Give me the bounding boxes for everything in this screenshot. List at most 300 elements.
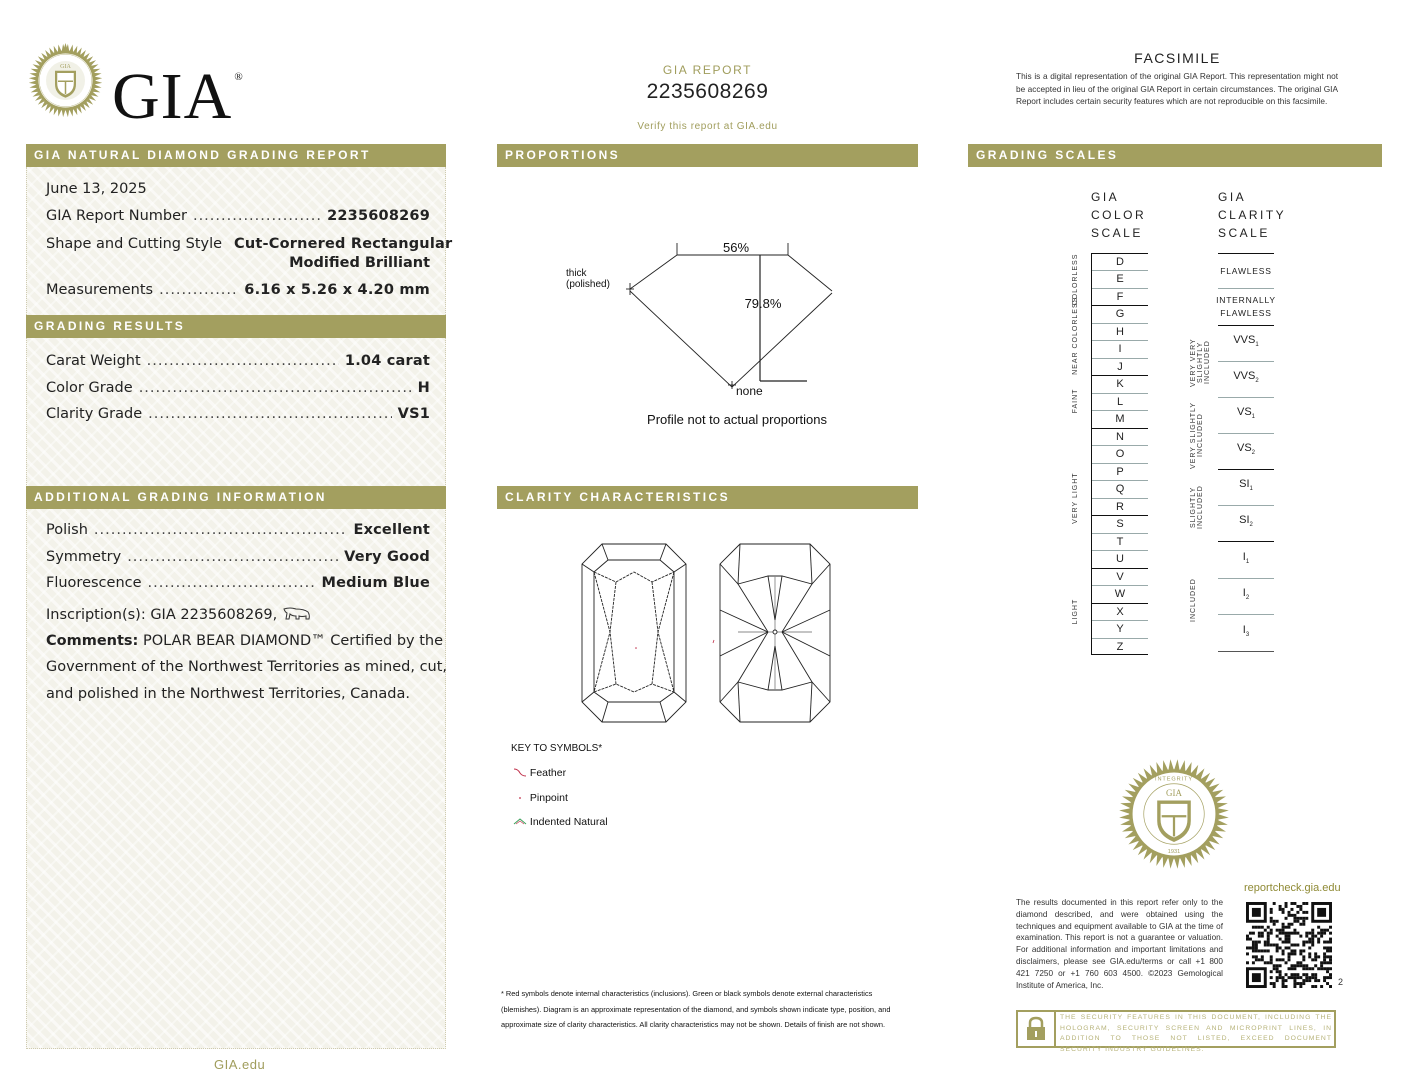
qr-module xyxy=(1273,964,1276,967)
color-scale-bottom xyxy=(1092,654,1148,655)
qr-module xyxy=(1302,949,1305,952)
qr-module xyxy=(1296,976,1299,979)
clarity-grade-main: I xyxy=(1242,623,1246,636)
qr-module xyxy=(1302,911,1305,914)
seal-top-text: INTEGRITY xyxy=(1155,776,1193,783)
qr-module xyxy=(1311,929,1314,932)
color-grade-g: G xyxy=(1092,305,1148,322)
fluorescence-value: Medium Blue xyxy=(321,575,430,591)
qr-module xyxy=(1299,976,1302,979)
qr-module xyxy=(1329,955,1332,958)
shape-value-line2: Modified Brilliant xyxy=(289,255,430,271)
clarity-grade-main: VS xyxy=(1236,442,1252,455)
polar-bear-icon xyxy=(282,606,312,622)
qr-module xyxy=(1323,946,1326,949)
section-header-proportions: PROPORTIONS xyxy=(497,144,918,167)
qr-module xyxy=(1320,967,1323,970)
qr-module xyxy=(1264,941,1267,944)
clarity-grade-sub: 2 xyxy=(1245,595,1250,602)
comments-label: Comments: xyxy=(46,633,139,649)
security-box xyxy=(1016,1010,1336,1053)
qr-module xyxy=(1308,946,1311,949)
qr-module xyxy=(1252,944,1255,947)
qr-module xyxy=(1320,935,1323,938)
clarity-grade-sub: 1 xyxy=(1251,414,1256,421)
qr-module xyxy=(1252,932,1255,935)
field-polish: Polish ..... Excellent xyxy=(46,522,430,538)
qr-module xyxy=(1302,944,1305,947)
qr-module xyxy=(1273,967,1276,970)
qr-module xyxy=(1252,908,1261,917)
qr-module xyxy=(1296,964,1299,967)
qr-module xyxy=(1282,976,1285,979)
field-symmetry: Symmetry ..... Very Good xyxy=(46,549,430,565)
qr-module xyxy=(1246,952,1249,955)
clarity-plot-diagram xyxy=(570,540,850,730)
qr-module xyxy=(1329,985,1332,988)
qr-module xyxy=(1285,902,1288,905)
qr-module xyxy=(1323,961,1326,964)
clarity-grade-main: SI xyxy=(1239,478,1250,491)
clarity-grade-main: I xyxy=(1242,587,1246,600)
qr-module xyxy=(1317,932,1320,935)
qr-module xyxy=(1296,905,1299,908)
qr-module xyxy=(1308,938,1311,941)
report-date: June 13, 2025 xyxy=(46,181,147,197)
qr-module xyxy=(1302,964,1305,967)
field-shape: Shape and Cutting Style Cut-Cornered Rectangular xyxy=(46,236,453,252)
color-grade-j: J xyxy=(1092,358,1148,375)
clarity-grade-0 xyxy=(1218,253,1274,288)
qr-module xyxy=(1270,908,1273,911)
qr-module xyxy=(1323,976,1326,979)
pavilion-view xyxy=(720,544,830,722)
qr-module xyxy=(1293,920,1296,923)
color-grade-h: H xyxy=(1092,323,1148,340)
qr-module xyxy=(1270,961,1273,964)
qr-module xyxy=(1299,985,1302,988)
qr-module xyxy=(1311,938,1314,941)
qr-module xyxy=(1323,958,1326,961)
qr-module xyxy=(1261,958,1264,961)
qr-module xyxy=(1282,979,1285,982)
qr-module xyxy=(1317,926,1320,929)
qr-module xyxy=(1326,961,1329,964)
color-group-label: COLORLESS xyxy=(1072,253,1079,306)
clarity-grade-6 xyxy=(1218,469,1274,505)
qr-module xyxy=(1326,955,1329,958)
qr-module xyxy=(1329,932,1332,935)
qr-module xyxy=(1311,985,1314,988)
qr-module xyxy=(1299,923,1302,926)
qr-module xyxy=(1261,932,1264,935)
qr-module xyxy=(1285,973,1288,976)
qr-module xyxy=(1296,911,1299,914)
qr-module xyxy=(1255,949,1258,952)
qr-module xyxy=(1270,920,1273,923)
qr-module xyxy=(1261,926,1264,929)
girdle-note: (polished) xyxy=(566,279,610,290)
qr-module xyxy=(1255,926,1258,929)
qr-module xyxy=(1273,985,1276,988)
clarity-grade-label xyxy=(1233,370,1258,388)
qr-module xyxy=(1276,958,1279,961)
qr-module xyxy=(1314,976,1317,979)
color-grade-i: I xyxy=(1092,340,1148,357)
qr-module xyxy=(1285,905,1288,908)
seal-large-icon xyxy=(1118,758,1230,870)
qr-module xyxy=(1273,944,1276,947)
clarity-grade-2 xyxy=(1218,325,1274,361)
qr-module xyxy=(1296,982,1299,985)
qr-module xyxy=(1288,946,1291,949)
color-grade-k: K xyxy=(1092,375,1148,392)
qr-module xyxy=(1302,955,1305,958)
clarity-scale-bottom xyxy=(1218,651,1274,652)
qr-module xyxy=(1276,929,1279,932)
qr-module xyxy=(1285,938,1288,941)
gia-seal-large xyxy=(1118,758,1230,870)
symbol-pinpoint: Pinpoint xyxy=(513,792,568,804)
qr-module xyxy=(1270,911,1273,914)
qr-module xyxy=(1246,946,1249,949)
qr-module xyxy=(1285,926,1288,929)
qr-module xyxy=(1302,982,1305,985)
color-group-label: VERY LIGHT xyxy=(1072,472,1079,524)
qr-module xyxy=(1273,920,1276,923)
qr-module xyxy=(1288,967,1291,970)
clarity-grade-label xyxy=(1239,478,1253,496)
qr-module xyxy=(1267,932,1270,935)
qr-module xyxy=(1293,985,1296,988)
qr-module xyxy=(1258,932,1261,935)
qr-module xyxy=(1311,976,1314,979)
color-grade-t: T xyxy=(1092,533,1148,550)
clarity-grade-5 xyxy=(1218,433,1274,469)
qr-module xyxy=(1270,970,1273,973)
qr-module xyxy=(1293,982,1296,985)
qr-module xyxy=(1314,964,1317,967)
qr-module xyxy=(1255,955,1258,958)
qr-module xyxy=(1267,941,1270,944)
color-grade-e: E xyxy=(1092,270,1148,287)
qr-module xyxy=(1267,961,1270,964)
qr-module xyxy=(1323,952,1326,955)
qr-module xyxy=(1305,941,1308,944)
qr-module xyxy=(1302,917,1305,920)
qr-module xyxy=(1320,929,1323,932)
qr-module xyxy=(1279,970,1282,973)
field-measurements: Measurements ..... 6.16 x 5.26 x 4.20 mm xyxy=(46,282,430,298)
symbol-feather: Feather xyxy=(513,767,566,779)
qr-module xyxy=(1279,905,1282,908)
culet-label: none xyxy=(736,384,763,398)
gia-wordmark xyxy=(112,42,244,132)
qr-module xyxy=(1296,932,1299,935)
clarity-grade-main: VVS xyxy=(1233,334,1256,347)
clarity-grade-main: I xyxy=(1242,550,1246,563)
qr-module xyxy=(1258,935,1261,938)
clarity-group-label: INCLUDED xyxy=(1190,578,1197,622)
qr-module xyxy=(1264,949,1267,952)
qr-module xyxy=(1302,941,1305,944)
clarity-value: VS1 xyxy=(397,406,430,422)
gia-edu-link[interactable]: GIA.edu xyxy=(214,1057,266,1072)
qr-module xyxy=(1276,970,1279,973)
qr-module xyxy=(1255,946,1258,949)
reportcheck-link[interactable]: reportcheck.gia.edu xyxy=(1244,882,1341,894)
qr-module xyxy=(1314,955,1317,958)
qr-module xyxy=(1282,932,1285,935)
clarity-grade-main: SI xyxy=(1239,514,1250,527)
qr-module xyxy=(1246,935,1249,938)
qr-module xyxy=(1305,911,1308,914)
qr-module xyxy=(1288,976,1291,979)
clarity-grade-label xyxy=(1220,265,1271,278)
color-grade-n: N xyxy=(1092,428,1148,445)
pinpoint-icon xyxy=(513,792,527,802)
qr-module xyxy=(1267,944,1270,947)
qr-module xyxy=(1314,952,1317,955)
qr-module xyxy=(1276,979,1279,982)
clarity-scale-title: GIA CLARITY SCALE xyxy=(1218,190,1287,240)
color-grade-w: W xyxy=(1092,585,1148,602)
qr-module xyxy=(1288,911,1291,914)
gia-seal-logo xyxy=(28,43,103,118)
qr-module xyxy=(1279,973,1282,976)
qr-module xyxy=(1279,964,1282,967)
qr-module xyxy=(1267,949,1270,952)
color-grade-m: M xyxy=(1092,410,1148,427)
qr-module xyxy=(1276,946,1279,949)
facsimile-text: This is a digital representation of the original GIA Report. This representation might not be accepted in lieu of the original GIA Report in certain circumstances. The original GIA Report includes certain security features which are not reproducible on this facsimile. xyxy=(1016,71,1338,106)
security-text: THE SECURITY FEATURES IN THIS DOCUMENT, INCLUDING THE HOLOGRAM, SECURITY SCREEN AND MICROPRINT LINES, IN ADDITION TO THOSE NOT LISTED, EXCEED DOCUMENT SECURITY INDUSTRY GUIDELINES. xyxy=(1060,1014,1332,1053)
polish-value: Excellent xyxy=(353,522,430,538)
qr-module xyxy=(1279,908,1282,911)
qr-module xyxy=(1252,955,1255,958)
qr-module xyxy=(1302,973,1305,976)
qr-module xyxy=(1308,976,1311,979)
clarity-grade-sub: 2 xyxy=(1251,450,1256,457)
qr-module xyxy=(1314,958,1317,961)
qr-module xyxy=(1299,961,1302,964)
clarity-grade-sub: 3 xyxy=(1245,632,1250,639)
qr-module xyxy=(1288,926,1291,929)
clarity-grade-label xyxy=(1237,442,1255,460)
qr-module xyxy=(1288,923,1291,926)
clarity-grade-line2: FLAWLESS xyxy=(1220,308,1272,318)
qr-module xyxy=(1246,938,1249,941)
disclaimer-text: The results documented in this report refer only to the diamond described, and were obtained using the techniques and equipment available to GIA at the time of examination. This report is not a guarantee or valuation. For additional information and important limitations and disclaimers, please see GIA.edu/terms or call +1 800 421 7250 or +1 760 603 4500. ©2023 Gemological Institute of America, Inc. xyxy=(1016,898,1223,990)
qr-module xyxy=(1261,949,1264,952)
clarity-grade-label xyxy=(1233,334,1258,352)
qr-module xyxy=(1288,932,1291,935)
qr-code[interactable] xyxy=(1246,902,1332,988)
qr-module xyxy=(1305,932,1308,935)
comments-line1: Comments: POLAR BEAR DIAMOND™ Certified by the xyxy=(46,633,444,649)
qr-module xyxy=(1296,961,1299,964)
svg-text:GIA: GIA xyxy=(60,63,71,70)
qr-module xyxy=(1311,944,1314,947)
comments-line2: Government of the Northwest Territories as mined, cut, xyxy=(46,659,448,675)
qr-module xyxy=(1290,923,1293,926)
qr-module xyxy=(1279,938,1282,941)
qr-module xyxy=(1264,944,1267,947)
color-grade-u: U xyxy=(1092,550,1148,567)
field-carat: Carat Weight ..... 1.04 carat xyxy=(46,353,430,369)
qr-module xyxy=(1308,967,1311,970)
qr-module xyxy=(1249,932,1252,935)
feather-mark xyxy=(713,640,714,643)
qr-module xyxy=(1317,908,1326,917)
color-group-label: NEAR COLORLESS xyxy=(1072,297,1079,376)
qr-module xyxy=(1293,944,1296,947)
depth-pct: 79.8% xyxy=(744,296,782,311)
proportions-diagram xyxy=(540,225,880,435)
qr-module xyxy=(1285,979,1288,982)
qr-module xyxy=(1293,929,1296,932)
seal-icon xyxy=(28,43,103,118)
seal-center-text: GIA xyxy=(1166,788,1182,799)
qr-module xyxy=(1249,946,1252,949)
qr-module xyxy=(1317,938,1320,941)
qr-module xyxy=(1285,946,1288,949)
qr-module xyxy=(1282,911,1285,914)
color-group-label: LIGHT xyxy=(1072,598,1079,625)
clarity-grade-label xyxy=(1237,406,1255,424)
qr-module xyxy=(1314,935,1317,938)
clarity-grade-sub: 1 xyxy=(1245,559,1250,566)
report-number-value: 2235608269 xyxy=(327,208,430,224)
qr-module xyxy=(1276,920,1279,923)
qr-module xyxy=(1299,935,1302,938)
qr-module xyxy=(1252,941,1255,944)
qr-module xyxy=(1249,938,1252,941)
field-color: Color Grade ..... H xyxy=(46,380,430,396)
qr-module xyxy=(1293,976,1296,979)
qr-module xyxy=(1317,941,1320,944)
verify-link[interactable]: Verify this report at GIA.edu xyxy=(637,121,778,132)
qr-module xyxy=(1285,941,1288,944)
qr-module xyxy=(1326,949,1329,952)
qr-module xyxy=(1267,935,1270,938)
qr-module xyxy=(1293,952,1296,955)
qr-module xyxy=(1282,982,1285,985)
qr-module xyxy=(1252,949,1255,952)
qr-module xyxy=(1305,979,1308,982)
clarity-group-label: VERY VERY SLIGHTLY INCLUDED xyxy=(1190,338,1211,387)
qr-module xyxy=(1308,955,1311,958)
qr-module xyxy=(1329,958,1332,961)
qr-module xyxy=(1305,967,1308,970)
qr-module xyxy=(1323,932,1326,935)
clarity-footnote: * Red symbols denote internal characteristics (inclusions). Green or black symbols denote external characteristics (blemishes). Diagram is an approximate representation of the diamond, and symbols shown indicate type, position, and approximate size of clarity characteristics. All clarity characteristics may not be shown. Details of finish are not shown. xyxy=(501,989,891,1029)
qr-module xyxy=(1308,952,1311,955)
qr-module xyxy=(1311,941,1314,944)
qr-module xyxy=(1326,929,1329,932)
qr-module xyxy=(1290,967,1293,970)
qr-module xyxy=(1308,941,1311,944)
qr-module xyxy=(1320,961,1323,964)
qr-module xyxy=(1317,955,1320,958)
qr-module xyxy=(1290,952,1293,955)
clarity-grade-main: FLAWLESS xyxy=(1220,265,1272,276)
qr-module xyxy=(1267,926,1270,929)
qr-module xyxy=(1290,949,1293,952)
qr-module xyxy=(1302,967,1305,970)
qr-module xyxy=(1293,914,1296,917)
qr-module xyxy=(1285,932,1288,935)
qr-module xyxy=(1290,908,1293,911)
qr-module xyxy=(1270,932,1273,935)
color-grade-p: P xyxy=(1092,463,1148,480)
qr-module xyxy=(1305,917,1308,920)
qr-module xyxy=(1276,949,1279,952)
field-report-number: GIA Report Number ..... 2235608269 xyxy=(46,208,430,224)
qr-module xyxy=(1311,932,1314,935)
qr-module xyxy=(1296,944,1299,947)
qr-module xyxy=(1252,946,1255,949)
qr-module xyxy=(1258,926,1261,929)
qr-module xyxy=(1299,949,1302,952)
clarity-grade-label xyxy=(1243,624,1249,642)
qr-module xyxy=(1261,935,1264,938)
color-grade-o: O xyxy=(1092,445,1148,462)
registered-mark: ® xyxy=(234,71,244,83)
color-scale xyxy=(1091,253,1148,655)
color-value: H xyxy=(417,380,430,396)
qr-module xyxy=(1267,938,1270,941)
symbol-indented-natural: Indented Natural xyxy=(513,816,608,828)
color-grade-q: Q xyxy=(1092,480,1148,497)
pavilion-left xyxy=(630,291,732,387)
crown-view xyxy=(582,544,686,722)
qr-module xyxy=(1314,985,1317,988)
qr-module xyxy=(1270,944,1273,947)
qr-module xyxy=(1282,923,1285,926)
qr-module xyxy=(1311,973,1314,976)
qr-module xyxy=(1299,905,1302,908)
qr-module xyxy=(1282,949,1285,952)
qr-module xyxy=(1326,976,1329,979)
qr-module xyxy=(1276,944,1279,947)
comments-line3: and polished in the Northwest Territories, Canada. xyxy=(46,686,410,702)
qr-module xyxy=(1302,902,1305,905)
qr-module xyxy=(1288,941,1291,944)
report-number-header: 2235608269 xyxy=(646,80,769,103)
qr-module xyxy=(1258,949,1261,952)
section-header-clarity: CLARITY CHARACTERISTICS xyxy=(497,486,918,509)
clarity-grade-main: INTERNALLY xyxy=(1216,295,1276,305)
qr-module xyxy=(1282,958,1285,961)
qr-module xyxy=(1299,952,1302,955)
qr-module xyxy=(1270,917,1273,920)
qr-module xyxy=(1329,967,1332,970)
color-group-label: FAINT xyxy=(1072,389,1079,414)
qr-module xyxy=(1299,982,1302,985)
qr-module xyxy=(1323,979,1326,982)
clarity-grade-3 xyxy=(1218,361,1274,397)
qr-module xyxy=(1279,932,1282,935)
qr-module xyxy=(1329,946,1332,949)
qr-module xyxy=(1290,944,1293,947)
qr-module xyxy=(1285,985,1288,988)
qr-module xyxy=(1329,938,1332,941)
qr-module xyxy=(1326,941,1329,944)
lock-icon xyxy=(1018,1012,1054,1046)
qr-module xyxy=(1290,902,1293,905)
qr-module xyxy=(1329,926,1332,929)
